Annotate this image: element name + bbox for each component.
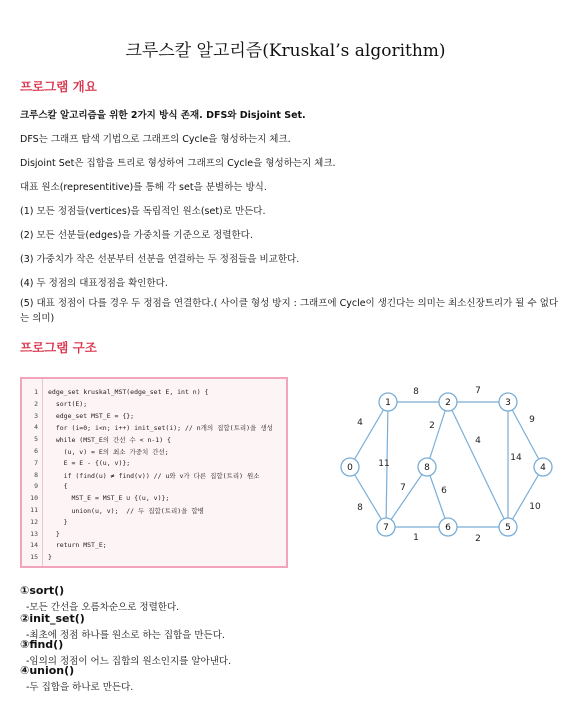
overview-line: DFS는 그래프 탐색 기법으로 그래프의 Cycle을 형성하는지 체크. (20, 134, 291, 145)
node-label: 7 (383, 523, 389, 533)
line-number: 4 (34, 423, 38, 432)
line-number: 6 (34, 447, 38, 455)
node-label: 6 (445, 523, 451, 533)
node-label: 2 (445, 398, 451, 408)
code-line: } (48, 529, 60, 538)
line-number: 10 (30, 494, 38, 503)
graph-diagram (330, 375, 560, 550)
line-number: 7 (34, 458, 38, 467)
code-line: edge_set kruskal_MST(edge_set E, int n) { (48, 388, 209, 396)
code-line: union(u, v); // 두 집합(트리)을 합병 (48, 507, 204, 515)
edge-weight: 2 (429, 421, 435, 431)
edge-weight: 6 (441, 486, 447, 496)
line-number: 13 (30, 529, 38, 538)
graph-edge (508, 467, 543, 527)
code-line: } (48, 553, 52, 562)
overview-heading: 프로그램 개요 (20, 79, 97, 94)
function-desc: -임의의 정점이 어느 집합의 원소인지를 알아낸다. (26, 656, 232, 667)
overview-line: (3) 가중치가 작은 선분부터 선분을 연결하는 두 정점들을 비교한다. (20, 254, 300, 265)
graph-edge (350, 402, 388, 467)
node-label: 3 (505, 398, 511, 408)
line-number: 1 (34, 388, 38, 396)
code-line: E = E - {(u, v)}; (48, 458, 131, 467)
edge-weight: 14 (510, 453, 522, 463)
edge-weight: 2 (475, 534, 481, 544)
code-line: { (48, 482, 68, 491)
code-line: return MST_E; (48, 541, 107, 550)
graph-edge (427, 402, 448, 467)
line-number: 2 (34, 399, 38, 408)
edge-weight: 11 (378, 459, 390, 469)
edge-weight: 7 (475, 386, 481, 396)
edge-weight: 7 (400, 483, 406, 493)
line-number: 11 (30, 506, 38, 514)
node-label: 8 (424, 463, 430, 473)
line-number: 15 (30, 553, 38, 562)
function-desc: -두 집합을 하나로 만든다. (26, 682, 134, 693)
function-name: ③find() (20, 638, 64, 651)
line-number: 3 (34, 411, 38, 420)
node-label: 0 (347, 463, 353, 473)
code-line: } (48, 517, 68, 526)
code-line: MST_E = MST_E ∪ {(u, v)}; (48, 494, 170, 503)
edge-weight: 8 (413, 387, 419, 397)
edge-weight: 4 (475, 436, 481, 446)
code-line: for (i=0; i<n; i++) init_set(i); // n개의 집합(트리)을 생성 (48, 424, 273, 433)
code-block (20, 377, 288, 568)
node-label: 4 (540, 463, 546, 473)
code-line: (u, v) = E의 최소 가중치 간선; (48, 448, 169, 456)
function-desc: -모든 간선을 오름차순으로 정렬한다. (26, 602, 180, 613)
line-number: 14 (30, 541, 38, 550)
overview-line: (1) 모든 정점들(vertices)을 독립적인 원소(set)로 만든다. (20, 206, 266, 217)
code-line: sort(E); (48, 399, 88, 408)
graph-edge (350, 467, 386, 527)
edge-weight: 1 (413, 533, 419, 543)
graph-edge (386, 467, 427, 527)
edge-weight: 9 (529, 415, 535, 425)
overview-line: (5) 대표 정점이 다를 경우 두 정점을 연결한다.( 사이클 형성 방지 : 그래프에 Cycle이 생긴다는 의미는 최소신장트리가 될 수 없다는 의미) (20, 298, 559, 324)
code-line: edge_set MST_E = {}; (48, 411, 135, 420)
code-line: while (MST_E의 간선 수 < n-1) { (48, 436, 171, 445)
node-label: 5 (505, 523, 511, 533)
overview-line: (2) 모든 선분들(edges)을 가중치를 기준으로 정렬한다. (20, 230, 253, 241)
line-number: 12 (30, 517, 38, 526)
function-name: ④union() (20, 664, 75, 677)
function-name: ②init_set() (20, 612, 85, 625)
overview-line: 대표 원소(representitive)를 통해 각 set을 분별하는 방식. (20, 182, 267, 193)
edge-weight: 8 (357, 503, 363, 513)
code-line: if (find(u) ≠ find(v)) // u와 v가 다른 집합(트리) 원소 (48, 471, 260, 480)
structure-heading: 프로그램 구조 (20, 340, 97, 355)
line-number: 5 (34, 435, 38, 444)
edge-weight: 4 (357, 418, 363, 428)
node-label: 1 (385, 398, 391, 408)
function-desc: -최초에 정점 하나를 원소로 하는 집합을 만든다. (26, 630, 225, 641)
function-name: ①sort() (20, 584, 65, 597)
edge-weight: 10 (529, 502, 541, 512)
overview-line: (4) 두 정점의 대표정점을 확인한다. (20, 278, 168, 289)
overview-line: Disjoint Set은 집합을 트리로 형성하여 그래프의 Cycle을 형성하는지 체크. (20, 158, 336, 169)
page-title: 크루스칼 알고리즘(Kruskal’s algorithm) (125, 41, 446, 61)
line-number: 8 (34, 470, 38, 479)
line-number: 9 (34, 482, 38, 491)
overview-line: 크루스칼 알고리즘을 위한 2가지 방식 존재. DFS와 Disjoint Set. (20, 110, 306, 121)
graph-edge (448, 402, 508, 527)
